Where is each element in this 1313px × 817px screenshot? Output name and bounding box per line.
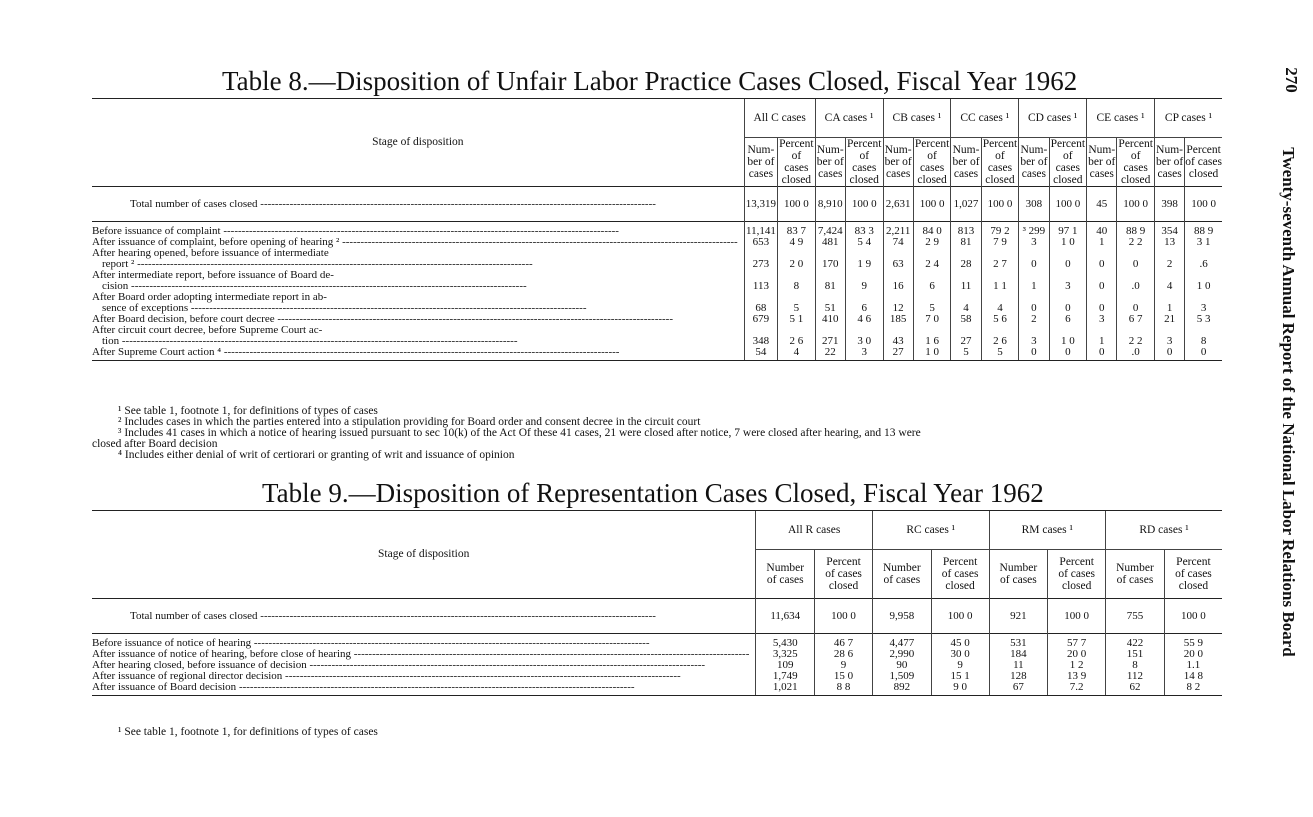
table8-row-label: After Supreme Court action ⁴ -----	[92, 347, 744, 361]
table8-cell: 0	[1087, 270, 1117, 292]
table8-cell: 0	[1154, 347, 1184, 361]
table9-total-label: Total number of cases closed -----	[92, 599, 756, 634]
table8-cell: 58	[951, 314, 981, 325]
table8-cell: 22	[815, 347, 845, 361]
table9-cell: 4,477	[872, 634, 931, 650]
table8-cell: 8	[778, 270, 816, 292]
table8-row	[92, 248, 1222, 270]
table9-cell: 62	[1106, 682, 1165, 696]
table8-cell: 6 7	[1117, 314, 1155, 325]
table9-cell: 11	[989, 660, 1048, 671]
table9-cell: 128	[989, 671, 1048, 682]
table8-row-label: After intermediate report, before issuance of Board de- cision -----	[92, 270, 744, 292]
table8-group-header: CP cases ¹	[1154, 99, 1222, 138]
table9-percent-header: Percent of cases closed	[931, 550, 989, 599]
table8-cell: 4 9	[778, 237, 816, 248]
table8-cell: 83 3	[845, 222, 883, 238]
table8-cell: 11,141	[744, 222, 777, 238]
table8-cell: 2	[1154, 248, 1184, 270]
table9-cell: 531	[989, 634, 1048, 650]
table8-cell: 0	[1019, 292, 1049, 314]
table8-total-cell: 100 0	[981, 187, 1019, 222]
table8-row-label: After hearing opened, before issuance of intermediate report ² -----	[92, 248, 744, 270]
table8-group-header-row	[92, 99, 1222, 138]
table8-cell: .6	[1185, 248, 1222, 270]
table8-cell: 16	[883, 270, 913, 292]
table8-cell: 481	[815, 237, 845, 248]
table8-group-header: CB cases ¹	[883, 99, 951, 138]
table9-cell: 109	[756, 660, 815, 671]
table8-cell: 97 1	[1049, 222, 1087, 238]
table8-row	[92, 222, 1222, 238]
table8-cell: 1	[1087, 237, 1117, 248]
table9-number-header: Number of cases	[872, 550, 931, 599]
table8-total-cell: 100 0	[1117, 187, 1155, 222]
table8-cell: 1 1	[981, 270, 1019, 292]
running-head-container	[1263, 72, 1313, 732]
table8-cell: 5	[778, 292, 816, 314]
table9-group-header: RD cases ¹	[1106, 511, 1222, 550]
table8-cell: 4	[951, 292, 981, 314]
table8-cell: 84 0	[913, 222, 951, 238]
table8-number-header: Num- ber of cases	[883, 138, 913, 187]
table8-cell: 43	[883, 325, 913, 347]
table8-cell: 12	[883, 292, 913, 314]
table8-cell: 3	[1019, 325, 1049, 347]
table8-footnote: ³ Includes 41 cases in which a notice of hearing issued pursuant to sec 10(k) of the Act Of these 41 cases, 21 were closed after notice, 7 were closed after hearing, and 13 were	[118, 427, 921, 439]
table8-number-header: Num- ber of cases	[815, 138, 845, 187]
table9-cell: 9	[931, 660, 989, 671]
table9-cell: 1,021	[756, 682, 815, 696]
table8-cell: 79 2	[981, 222, 1019, 238]
table9-cell: 184	[989, 649, 1048, 660]
table8-row	[92, 314, 1222, 325]
table8-cell: 1 0	[1049, 325, 1087, 347]
table9-total-cell: 100 0	[1164, 599, 1222, 634]
table8-footnote: ¹ See table 1, footnote 1, for definitions of types of cases	[118, 405, 378, 417]
table8-cell: 0	[1049, 292, 1087, 314]
table8-row-label: After issuance of complaint, before opening of hearing ² -----	[92, 237, 744, 248]
table8-cell: 0	[1019, 347, 1049, 361]
table9-total-row	[92, 599, 1222, 634]
table9-cell: 8 8	[815, 682, 873, 696]
table8-cell: 0	[1087, 347, 1117, 361]
table8-number-header: Num- ber of cases	[1087, 138, 1117, 187]
table8-number-header: Num- ber of cases	[1019, 138, 1049, 187]
table8-cell: 1 6	[913, 325, 951, 347]
table9-cell: 1 2	[1048, 660, 1106, 671]
table8-cell: 3	[1019, 237, 1049, 248]
table9-cell: 9 0	[931, 682, 989, 696]
table8-footnote: ⁴ Includes either denial of writ of certiorari or granting of writ and issuance of opinion	[118, 449, 515, 461]
table8-cell: 63	[883, 248, 913, 270]
table8-total-cell: 100 0	[913, 187, 951, 222]
table9-cell: 892	[872, 682, 931, 696]
table9-cell: 15 1	[931, 671, 989, 682]
table8-cell: 13	[1154, 237, 1184, 248]
table8-cell: 88 9	[1117, 222, 1155, 238]
table8-group-header: CE cases ¹	[1087, 99, 1155, 138]
table8-cell: 5	[913, 292, 951, 314]
table9-cell: 1,509	[872, 671, 931, 682]
table8-cell: 4	[1154, 270, 1184, 292]
table8-cell: 6	[1049, 314, 1087, 325]
table9-cell: 57 7	[1048, 634, 1106, 650]
table8-cell: 3	[845, 347, 883, 361]
table8-cell: 68	[744, 292, 777, 314]
table8-total-cell: 8,910	[815, 187, 845, 222]
table8-number-header: Num- ber of cases	[951, 138, 981, 187]
table8-cell: 28	[951, 248, 981, 270]
table8-cell: ³ 299	[1019, 222, 1049, 238]
table8-total-cell: 308	[1019, 187, 1049, 222]
table8-percent-header: Percent of cases closed	[914, 138, 950, 186]
table9-cell: 422	[1106, 634, 1165, 650]
table8-cell: 271	[815, 325, 845, 347]
table8-cell: .0	[1117, 347, 1155, 361]
table9-cell: 20 0	[1048, 649, 1106, 660]
table8-row-label: After Board decision, before court decree -----	[92, 314, 744, 325]
table8-cell: 7 9	[981, 237, 1019, 248]
table9-group-header: RC cases ¹	[872, 511, 989, 550]
table8-cell: 0	[1087, 248, 1117, 270]
table9-cell: 8	[1106, 660, 1165, 671]
table8-cell: 40	[1087, 222, 1117, 238]
table8-cell: 2 6	[981, 325, 1019, 347]
table8-group-header: CD cases ¹	[1019, 99, 1087, 138]
table8-cell: 27	[883, 347, 913, 361]
table9-group-header: All R cases	[756, 511, 873, 550]
table8-cell: 3 1	[1185, 237, 1222, 248]
running-head: Twenty-seventh Annual Report of the National Labor Relations Board	[1279, 147, 1298, 657]
table8-footnote: closed after Board decision	[92, 438, 218, 450]
table8-cell: 185	[883, 314, 913, 325]
table8-cell: 3	[1049, 270, 1087, 292]
table9-row-label: After issuance of notice of hearing, before close of hearing -----	[92, 649, 756, 660]
table9-row	[92, 671, 1222, 682]
table8-group-header: CC cases ¹	[951, 99, 1019, 138]
table8-cell: 5	[981, 347, 1019, 361]
table9-cell: 1,749	[756, 671, 815, 682]
table8-cell: 0	[1117, 248, 1155, 270]
table9-cell: 1.1	[1164, 660, 1222, 671]
table9-number-header: Number of cases	[989, 550, 1048, 599]
table8-cell: 9	[845, 270, 883, 292]
table9-cell: 5,430	[756, 634, 815, 650]
table9-cell: 67	[989, 682, 1048, 696]
table8-row-label: After Board order adopting intermediate report in ab- sence of exceptions -----	[92, 292, 744, 314]
table8-percent-header: Percent of cases closed	[779, 138, 814, 186]
table9-row	[92, 649, 1222, 660]
table9-total-cell: 11,634	[756, 599, 815, 634]
table9-cell: 45 0	[931, 634, 989, 650]
table9-cell: 15 0	[815, 671, 873, 682]
table8-percent-header: Percent of cases closed	[846, 138, 882, 186]
page-number: 270	[1281, 67, 1301, 93]
table8-group-header: CA cases ¹	[815, 99, 883, 138]
table8-cell: 410	[815, 314, 845, 325]
table8-cell: 813	[951, 222, 981, 238]
table8-cell: 6	[913, 270, 951, 292]
table8-cell: 0	[1049, 347, 1087, 361]
table8-cell: 27	[951, 325, 981, 347]
table8-cell: 5 3	[1185, 314, 1222, 325]
table9-cell: 8 2	[1164, 682, 1222, 696]
table9-row	[92, 634, 1222, 650]
table8-cell: 170	[815, 248, 845, 270]
table8-cell: 7,424	[815, 222, 845, 238]
table8-cell: 273	[744, 248, 777, 270]
table8-cell: 3	[1154, 325, 1184, 347]
table8-total-cell: 1,027	[951, 187, 981, 222]
table8-cell: 21	[1154, 314, 1184, 325]
table9-row-label: Before issuance of notice of hearing -----	[92, 634, 756, 650]
table8-cell: 81	[815, 270, 845, 292]
table8-cell: 7 0	[913, 314, 951, 325]
table9-cell: 46 7	[815, 634, 873, 650]
table8-number-header: Num- ber of cases	[1154, 138, 1184, 187]
table9-cell: 151	[1106, 649, 1165, 660]
table8-cell: 2 6	[778, 325, 816, 347]
table8-number-header: Num- ber of cases	[744, 138, 777, 187]
table8-total-cell: 13,319	[744, 187, 777, 222]
table8-row	[92, 270, 1222, 292]
table9-cell: 55 9	[1164, 634, 1222, 650]
table8-cell: 4 6	[845, 314, 883, 325]
table8-total-cell: 100 0	[845, 187, 883, 222]
table8-cell: 2 4	[913, 248, 951, 270]
table8	[92, 98, 1222, 361]
table8-cell: 5 6	[981, 314, 1019, 325]
table8-cell: 3	[1087, 314, 1117, 325]
table8-cell: 11	[951, 270, 981, 292]
table9-cell: 7.2	[1048, 682, 1106, 696]
table8-cell: 2 7	[981, 248, 1019, 270]
table8-cell: .0	[1117, 270, 1155, 292]
table8-cell: 4	[981, 292, 1019, 314]
table8-percent-header: Percent of cases closed	[982, 138, 1018, 186]
table8-cell: 3 0	[845, 325, 883, 347]
table8-cell: 354	[1154, 222, 1184, 238]
table9-number-header: Number of cases	[1106, 550, 1165, 599]
table9-percent-header: Percent of cases closed	[1048, 550, 1106, 599]
table8-percent-header: Percent of cases closed	[1050, 138, 1086, 186]
table9-row	[92, 660, 1222, 671]
table9-total-cell: 100 0	[815, 599, 873, 634]
table8-stage-header: Stage of disposition	[92, 99, 744, 187]
table9-total-cell: 9,958	[872, 599, 931, 634]
table8-cell: 1	[1087, 325, 1117, 347]
table8-row	[92, 292, 1222, 314]
table9-footnote: ¹ See table 1, footnote 1, for definitions of types of cases	[118, 726, 378, 738]
table9-total-cell: 100 0	[931, 599, 989, 634]
table8-percent-header: Percent of cases closed	[1118, 138, 1153, 186]
table8-row	[92, 325, 1222, 347]
table9-row	[92, 682, 1222, 696]
table8-cell: 5	[951, 347, 981, 361]
table9-total-cell: 755	[1106, 599, 1165, 634]
table9-total-cell: 921	[989, 599, 1048, 634]
table8-row	[92, 237, 1222, 248]
table9-total-cell: 100 0	[1048, 599, 1106, 634]
table8-cell: 679	[744, 314, 777, 325]
table9-cell: 30 0	[931, 649, 989, 660]
table8-title: Table 8.—Disposition of Unfair Labor Practice Cases Closed, Fiscal Year 1962	[222, 66, 1078, 96]
table8-cell: 0	[1087, 292, 1117, 314]
table8-footnote: ² Includes cases in which the parties entered into a stipulation providing for Board order and consent decree in the circuit court	[118, 416, 701, 428]
table8-cell: 54	[744, 347, 777, 361]
table8-total-cell: 2,631	[883, 187, 913, 222]
table8-total-cell: 398	[1154, 187, 1184, 222]
table8-cell: 2 0	[778, 248, 816, 270]
table8-cell: 0	[1185, 347, 1222, 361]
table8-cell: 1 0	[913, 347, 951, 361]
table9-cell: 3,325	[756, 649, 815, 660]
table9-cell: 14 8	[1164, 671, 1222, 682]
table8-cell: 348	[744, 325, 777, 347]
table8-cell: 1	[1154, 292, 1184, 314]
table8-cell: 1	[1019, 270, 1049, 292]
table8-cell: 3	[1185, 292, 1222, 314]
table8-cell: 2 2	[1117, 325, 1155, 347]
table9-percent-header: Percent of cases closed	[815, 550, 873, 599]
table9-cell: 20 0	[1164, 649, 1222, 660]
table8-cell: 0	[1117, 292, 1155, 314]
table9-row-label: After issuance of Board decision -----	[92, 682, 756, 696]
table8-total-cell: 100 0	[1185, 187, 1222, 222]
table9-cell: 13 9	[1048, 671, 1106, 682]
table8-total-row	[92, 187, 1222, 222]
table8-cell: 74	[883, 237, 913, 248]
table8-total-label: Total number of cases closed -----	[92, 187, 744, 222]
table8-percent-header: Percent of cases closed	[1185, 138, 1222, 187]
table9-stage-header: Stage of disposition	[92, 511, 756, 599]
table8-cell: 1 0	[1049, 237, 1087, 248]
table9-title: Table 9.—Disposition of Representation Cases Closed, Fiscal Year 1962	[262, 478, 1044, 508]
table8-group-header: All C cases	[744, 99, 815, 138]
table8-total-cell: 45	[1087, 187, 1117, 222]
table8-cell: 0	[1019, 248, 1049, 270]
table9-cell: 2,990	[872, 649, 931, 660]
table8-row-label: Before issuance of complaint -----	[92, 222, 744, 238]
table8-cell: 2	[1019, 314, 1049, 325]
table8-cell: 8	[1185, 325, 1222, 347]
table9-row-label: After hearing closed, before issuance of decision -----	[92, 660, 756, 671]
table8-cell: 51	[815, 292, 845, 314]
table9-number-header: Number of cases	[756, 550, 815, 599]
table9-group-header: RM cases ¹	[989, 511, 1106, 550]
table8-row-label: After circuit court decree, before Supreme Court ac- tion -----	[92, 325, 744, 347]
table8-cell: 653	[744, 237, 777, 248]
table8-total-cell: 100 0	[778, 187, 816, 222]
table8-cell: 81	[951, 237, 981, 248]
table8-cell: 83 7	[778, 222, 816, 238]
table8-cell: 5 4	[845, 237, 883, 248]
table9-group-header-row	[92, 511, 1222, 550]
table8-row	[92, 347, 1222, 361]
table8-cell: 2 9	[913, 237, 951, 248]
table9-cell: 112	[1106, 671, 1165, 682]
table8-cell: 88 9	[1185, 222, 1222, 238]
table9	[92, 510, 1222, 696]
table8-cell: 6	[845, 292, 883, 314]
table8-cell: 113	[744, 270, 777, 292]
table9-cell: 28 6	[815, 649, 873, 660]
table8-cell: 1 0	[1185, 270, 1222, 292]
table8-total-cell: 100 0	[1049, 187, 1087, 222]
table8-cell: 0	[1049, 248, 1087, 270]
table8-cell: 2 2	[1117, 237, 1155, 248]
table9-cell: 90	[872, 660, 931, 671]
table9-row-label: After issuance of regional director decision -----	[92, 671, 756, 682]
table8-cell: 4	[778, 347, 816, 361]
table9-cell: 9	[815, 660, 873, 671]
table8-cell: 5 1	[778, 314, 816, 325]
table9-percent-header: Percent of cases closed	[1164, 550, 1222, 599]
table8-cell: 2,211	[883, 222, 913, 238]
table8-cell: 1 9	[845, 248, 883, 270]
